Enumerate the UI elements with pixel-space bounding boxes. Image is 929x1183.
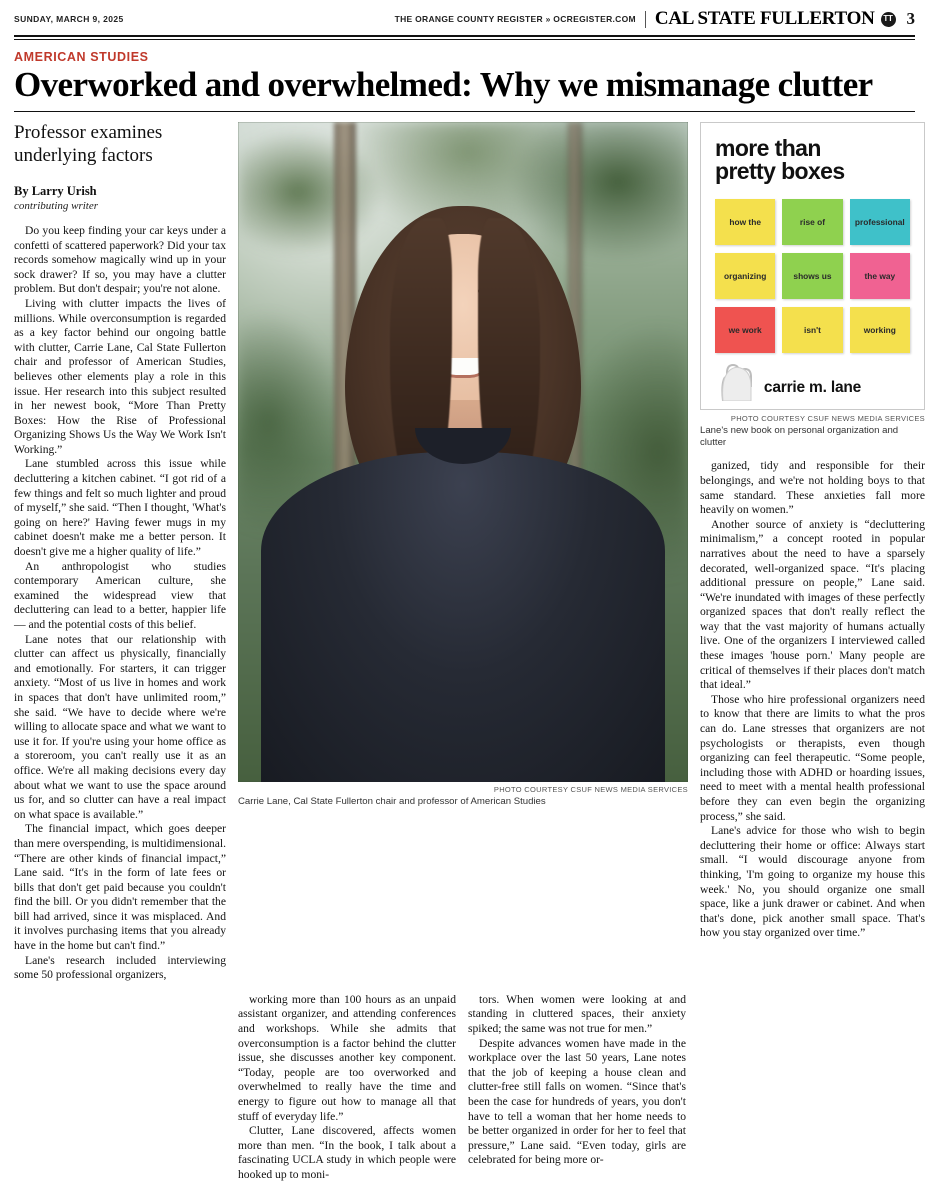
sticky-note: isn't <box>782 307 842 353</box>
paragraph: An anthropologist who studies contemporary American culture, she examined the widespread view that decluttering can lead to a better, happier life — and the potential costs of this belief. <box>14 559 226 632</box>
paragraph: Lane's research included interviewing some 50 professional organizers, <box>14 953 226 982</box>
paragraph: Lane notes that our relationship with clutter can affect us physically, financially and emotionally. For starters, it can trigger anxiety. “Most of us live in homes and work in spaces that don't have unlimited room,” she said. “We have to decide where we're willing to allocate space and what we want to use it for. If you're using your home office as a storeroom, you can't really use it as an office. We're all making decisions every day about what we want to use the space around us for, and so clutter can have a real impact on what space is available.” <box>14 632 226 821</box>
photo-caption: Carrie Lane, Cal State Fullerton chair and professor of American Studies <box>238 796 546 808</box>
sticky-note: we work <box>715 307 775 353</box>
masthead-rule-thick <box>14 35 915 37</box>
masthead-date: SUNDAY, MARCH 9, 2025 <box>14 14 124 24</box>
sticky-note: shows us <box>782 253 842 299</box>
byline: By Larry Urish <box>14 183 97 198</box>
paragraph: Another source of anxiety is “decluttering minimalism,” a concept rooted in popular narratives about the need to have a sparsely decorated, well-organized space. “It's placing additional pressure on people,” Lane said. “We're inundated with images of these perfectly organized spaces that don't really reflect the way that the vast majority of humans actually live. One of the organizers I interviewed called these images 'house porn.' Many people are critical of themselves if their places don't match that ideal.” <box>700 517 925 692</box>
lower-region <box>14 993 915 1183</box>
column-right <box>700 122 925 941</box>
masthead-divider <box>645 11 646 28</box>
masthead <box>14 8 915 35</box>
sticky-note: rise of <box>782 199 842 245</box>
lower-column-2 <box>468 993 686 1183</box>
paragraph: tors. When women were looking at and standing in cluttered spaces, their anxiety spiked; the same was not true for men.” <box>468 992 686 1036</box>
paragraph: Living with clutter impacts the lives of millions. While overconsumption is regarded as a key factor behind our ongoing battle with clutter, Carrie Lane, Cal State Fullerton chair and professor of American Studies, believes other elements play a role in this issue. Her research into this subject resulted in her newest book, “More Than Pretty Boxes: How the Rise of Professional Organizing Shows Us the Way We Work Isn't Working.” <box>14 296 226 456</box>
paragraph: ganized, tidy and responsible for their belongings, and we're not holding boys to that same standard. These anxieties fall more heavily on women.” <box>700 459 925 517</box>
sticky-note: working <box>850 307 910 353</box>
book-title-line2: pretty boxes <box>715 158 845 185</box>
paragraph: Those who hire professional organizers need to know that there are limits to what the pros can do. Lane stresses that organizers are not psychologists or therapists, even though organizing can feel therapeutic. “Some people, including those with ADHD or hoarding issues, need to meet with a mental health professional before they can even begin the organizing process,” she said. <box>700 692 925 823</box>
page-number: 3 <box>906 9 915 28</box>
page-title: Overworked and overwhelmed: Why we mismanage clutter <box>14 65 873 104</box>
sticky-note: how the <box>715 199 775 245</box>
section-kicker: AMERICAN STUDIES <box>14 50 149 64</box>
paragraph: Do you keep finding your car keys under a confetti of scattered paperwork? Did your tax records somehow magically wind up in your sock drawer? If so, you may have a clutter problem. But don't despair; you're not alone. <box>14 223 226 296</box>
lower-column-1 <box>238 993 456 1183</box>
masthead-right-group <box>395 8 915 30</box>
subject-torso <box>261 452 665 782</box>
sticky-notes-grid <box>715 199 910 353</box>
hand-icon <box>717 343 761 401</box>
masthead-publication: THE ORANGE COUNTY REGISTER » OCREGISTER.COM <box>394 14 636 24</box>
sticky-note: the way <box>850 253 910 299</box>
paragraph: Despite advances women have made in the workplace over the last 50 years, Lane notes that the job of keeping a house clean and clutter-free still falls on women. “Since that's been the case for hundreds of years, you don't have to tell a woman that her home needs to be better organized in order for her to feel that pressure,” Lane said. “Even today, girls are celebrated for being more or- <box>468 1036 686 1167</box>
lower-column-spacer-right <box>698 993 910 1183</box>
byline-subtitle: contributing writer <box>14 199 99 212</box>
masthead-rule-thin <box>14 39 915 40</box>
book-cover <box>700 122 925 410</box>
book-photo-credit: PHOTO COURTESY CSUF NEWS MEDIA SERVICES <box>730 414 925 424</box>
paragraph: Clutter, Lane discovered, affects women more than men. “In the book, I talk about a fascinating UCLA study in which people were hooked up to moni- <box>238 1124 456 1181</box>
sticky-note: professional <box>850 199 910 245</box>
book-caption: Lane's new book on personal organization and clutter <box>700 425 899 449</box>
article-deck: Professor examines underlying factors <box>14 122 163 167</box>
paragraph: Lane's advice for those who wish to begin decluttering their home or office: Always start small. “I would discourage anyone from thinking, 'I'm going to organize my house this week.' No, you should organize one small space, like a junk drawer or cabinet. And when that's done, pick another small space. That's how you stay organized over time.” <box>700 824 925 940</box>
book-title <box>715 137 910 183</box>
paragraph: The financial impact, which goes deeper than mere overspending, is multidimensional. “There are other kinds of financial impact,” Lane said. “It's in the form of late fees or bills that don't get paid because you couldn't find the bill. Or you didn't remember that the bill had arrived, since it was misplaced. And it involves purchasing items that you already have in the home but can't find.” <box>14 822 226 953</box>
upper-region <box>14 122 925 982</box>
headline-rule <box>14 111 915 112</box>
column-left <box>14 122 226 982</box>
right-column-text <box>700 459 925 941</box>
portrait-photo <box>238 122 688 782</box>
book-author: carrie m. lane <box>763 379 862 397</box>
lower-column-spacer <box>14 993 226 1183</box>
column-middle <box>238 122 688 808</box>
book-title-line1: more than <box>715 135 821 162</box>
masthead-brand-label: CAL STATE FULLERTON <box>654 8 875 29</box>
sticky-note: organizing <box>715 253 775 299</box>
photo-credit: PHOTO COURTESY CSUF NEWS MEDIA SERVICES <box>493 785 688 795</box>
masthead-brand <box>655 8 896 30</box>
titan-logo-icon: TT <box>881 12 896 27</box>
paragraph: Lane stumbled across this issue while decluttering a kitchen cabinet. “I got rid of a few things and felt so much lighter and proud of myself,” she said. “Then I thought, 'What's going on here?' Having fewer mugs in my cabinet doesn't make me a better person. It doesn't give me a higher quality of life.” <box>14 457 226 559</box>
photo-block <box>238 122 688 808</box>
paragraph: working more than 100 hours as an unpaid assistant organizer, and attending conferences and workshops. While she admits that overconsumption is a factor behind the clutter issue, she discusses another key component. “Today, people are too overworked and overwhelmed to really have the time and energy to figure out how to manage all that stuff of everyday life.” <box>238 992 456 1123</box>
